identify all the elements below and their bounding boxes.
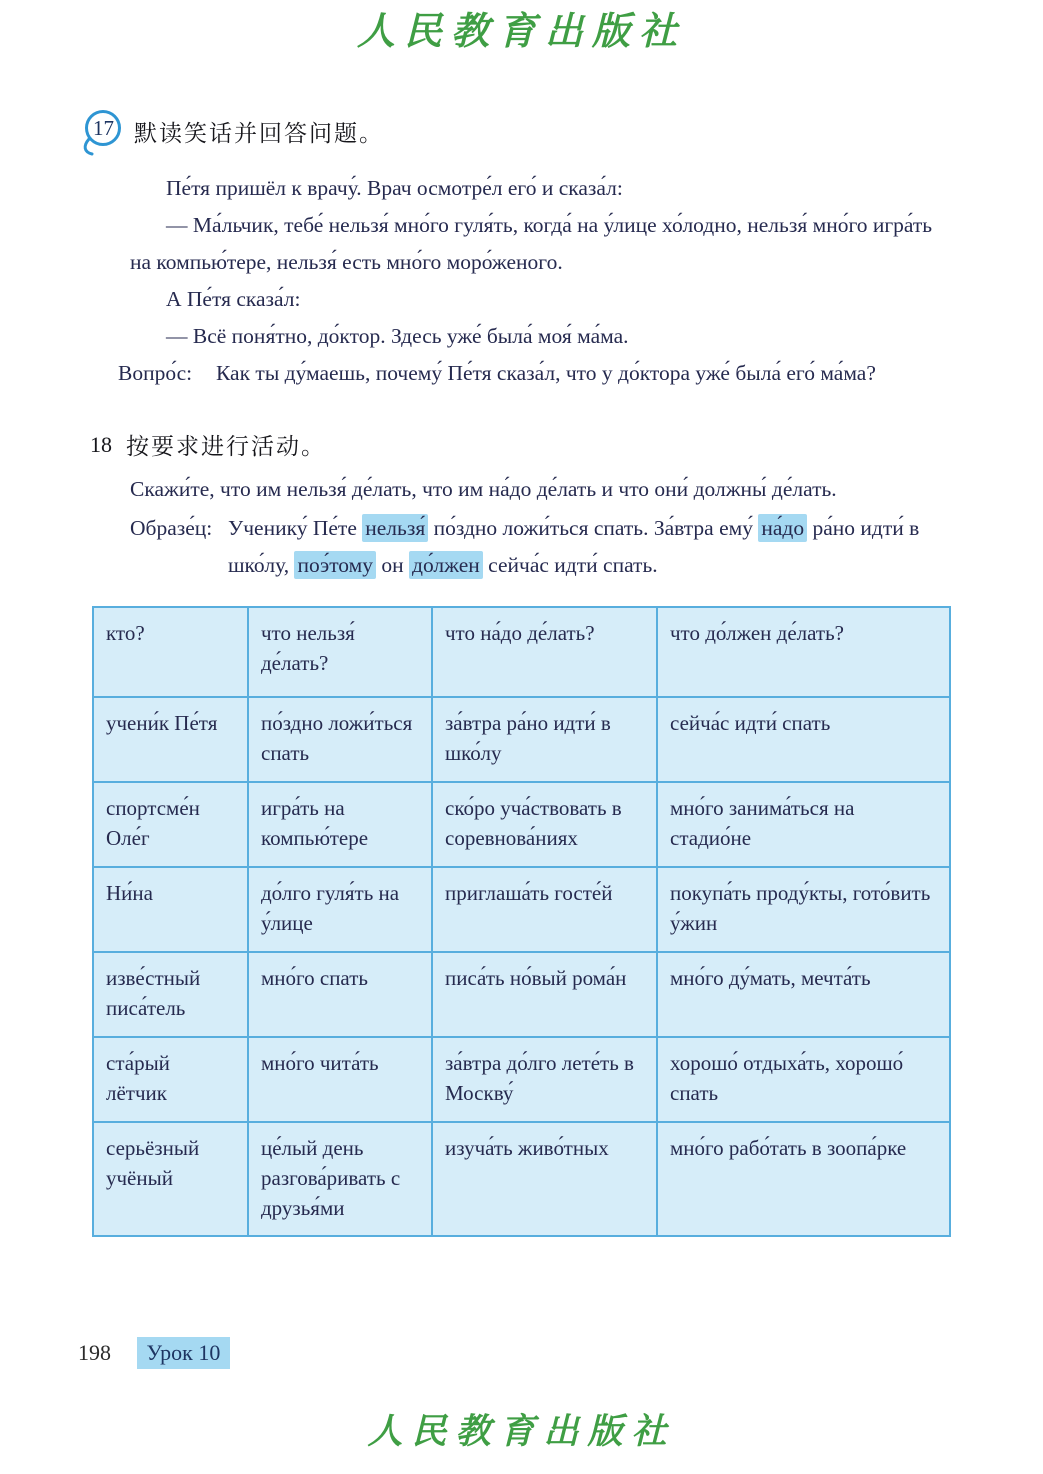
activity-table-body — [93, 697, 950, 1236]
table-header-cell: что нельзя́ де́лать? — [248, 607, 432, 697]
table-row — [93, 867, 950, 952]
table-row — [93, 697, 950, 782]
table-cell: изуча́ть живо́тных — [432, 1122, 657, 1236]
table-cell: хорошо́ отдыха́ть, хорошо́ спать — [657, 1037, 950, 1122]
table-cell: до́лго гуля́ть на у́лице — [248, 867, 432, 952]
table-cell: приглаша́ть госте́й — [432, 867, 657, 952]
table-cell: серьёзный учёный — [93, 1122, 248, 1236]
table-row — [93, 782, 950, 867]
exercise-17-header — [80, 106, 1043, 156]
example-block — [130, 510, 950, 584]
highlighted-word: до́лжен — [409, 551, 483, 579]
exercise-18-number: 18 — [90, 431, 112, 457]
table-cell: за́втра до́лго лете́ть в Москву́ — [432, 1037, 657, 1122]
exercise-17-badge-icon — [80, 106, 124, 156]
exercise-18-instruction: Скажи́те, что им нельзя́ де́лать, что им на́до де́лать и что они́ должны́ де́лать. — [130, 477, 837, 501]
example-segment: ра́но идти́ в шко́лу, — [228, 516, 920, 577]
table-cell: по́здно ложи́ться спать — [248, 697, 432, 782]
table-row — [93, 1037, 950, 1122]
joke-paragraph: — Всё поня́тно, до́ктор. Здесь уже́ была́ моя́ ма́ма. — [166, 324, 629, 348]
lesson-badge: Урок 10 — [137, 1337, 231, 1369]
example-label: Образе́ц: — [130, 516, 213, 540]
table-cell: писа́ть но́вый рома́н — [432, 952, 657, 1037]
highlighted-word: на́до — [758, 514, 807, 542]
example-segment: он — [376, 553, 410, 577]
exercise-18-title: 按要求进行活动。 — [126, 434, 326, 459]
table-cell: мно́го рабо́тать в зоопа́рке — [657, 1122, 950, 1236]
table-header-cell: кто? — [93, 607, 248, 697]
table-cell: мно́го спать — [248, 952, 432, 1037]
exercise-17-number: 17 — [93, 116, 114, 140]
question-label: Вопро́с: — [118, 361, 193, 385]
table-header-row — [93, 607, 950, 697]
example-segment: Ученику́ Пе́те — [228, 516, 363, 540]
highlighted-word: нельзя́ — [362, 514, 428, 542]
joke-paragraph: Пе́тя пришёл к врачу́. Врач осмотре́л его́ и сказа́л: — [166, 176, 623, 200]
publisher-logo-bottom: 人民教育出版社 — [367, 1412, 676, 1451]
example-text — [228, 510, 950, 584]
table-cell: игра́ть на компью́тере — [248, 782, 432, 867]
table-cell: покупа́ть проду́кты, гото́вить у́жин — [657, 867, 950, 952]
highlighted-word: поэ́тому — [294, 551, 376, 579]
activity-table — [92, 606, 951, 1237]
joke-text — [130, 170, 950, 355]
page-number: 198 — [78, 1340, 111, 1365]
example-segment: по́здно ложи́ться спать. За́втра ему́ — [428, 516, 759, 540]
page-footer — [78, 1340, 230, 1366]
table-cell: мно́го чита́ть — [248, 1037, 432, 1122]
exercise-17-title: 默读笑话并回答问题。 — [134, 120, 384, 146]
joke-paragraph: — Ма́льчик, тебе́ нельзя́ мно́го гуля́ть, когда́ на у́лице хо́лодно, нельзя́ мно́го игра́ть на компью́тере, нельзя́ есть мно́го моро́женого. — [130, 213, 933, 274]
table-cell: учени́к Пе́тя — [93, 697, 248, 782]
table-cell: спортсме́н Оле́г — [93, 782, 248, 867]
table-header-cell: что на́до де́лать? — [432, 607, 657, 697]
table-cell: за́втра ра́но идти́ в шко́лу — [432, 697, 657, 782]
table-row — [93, 952, 950, 1037]
table-header-cell: что до́лжен де́лать? — [657, 607, 950, 697]
publisher-logo-top: 人民教育出版社 — [356, 11, 686, 53]
table-cell: изве́стный писа́тель — [93, 952, 248, 1037]
question-text: Как ты ду́маешь, почему́ Пе́тя сказа́л, что у до́ктора уже́ была́ его́ ма́ма? — [216, 361, 876, 385]
question-block — [118, 355, 950, 392]
joke-paragraph: А Пе́тя сказа́л: — [166, 287, 301, 311]
table-cell: сейча́с идти́ спать — [657, 697, 950, 782]
table-cell: ста́рый лётчик — [93, 1037, 248, 1122]
table-row — [93, 1122, 950, 1236]
activity-table-head — [93, 607, 950, 697]
table-cell: ско́ро уча́ствовать в соревнова́ниях — [432, 782, 657, 867]
table-cell: це́лый день разгова́ривать с друзья́ми — [248, 1122, 432, 1236]
example-segment: сейча́с идти́ спать. — [482, 553, 658, 577]
table-cell: Ни́на — [93, 867, 248, 952]
table-cell: мно́го занима́ться на стадио́не — [657, 782, 950, 867]
table-cell: мно́го ду́мать, мечта́ть — [657, 952, 950, 1037]
exercise-18-header — [90, 428, 1043, 461]
